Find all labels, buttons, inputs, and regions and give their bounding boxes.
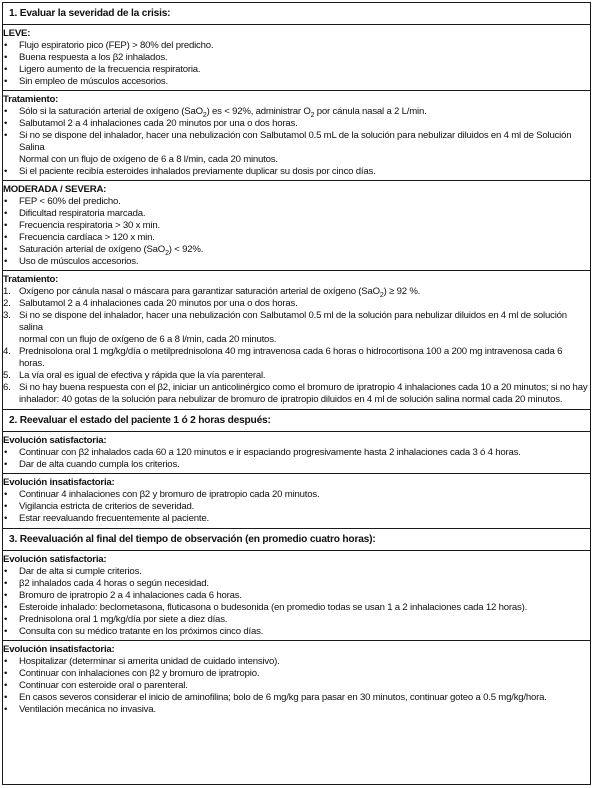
list-item: 6. Si no hay buena respuesta con el β2, iniciar un anticolinérgico como el bromuro de ipratropio 4 inhalaciones cada 10 a 20 minutos; si no hay inhalador: 40 gotas de la solución para nebulizar de bromuro de ipratropio diluidos en 4 ml de solución salina normal cada 20 minutos. <box>3 382 588 405</box>
s3-insatisfactoria-list <box>3 656 590 716</box>
list-item: • Continuar con esteroide oral o parenteral. <box>4 680 188 691</box>
list-item: • En casos severos considerar el inicio de aminofilina; bolo de 6 mg/kg para pasar en 30 minutos, continuar goteo a 0.5 mg/kg/hora. <box>4 692 547 703</box>
tratamiento-leve-block <box>3 90 590 178</box>
leve-list <box>3 40 590 88</box>
bullet-marker: • <box>4 692 8 703</box>
list-item: • Frecuencia cardíaca > 120 x min. <box>4 232 155 243</box>
list-item: • Saturación arterial de oxígeno (SaO$_2$) < 92%. <box>4 244 204 257</box>
bullet-marker: • <box>4 76 8 87</box>
bullet-marker: • <box>4 501 8 512</box>
bullet-marker: • <box>4 256 8 267</box>
s2-insatisfactoria-list <box>3 489 590 525</box>
list-item: • Frecuencia respiratoria > 30 x min. <box>4 220 160 231</box>
list-item: • Esteroide inhalado: beclometasona, fluticasona o budesonida (en promedio todas se usan 1 a 2 inhalaciones cada 12 horas). <box>4 602 528 613</box>
list-item: • Uso de músculos accesorios. <box>4 256 139 267</box>
moderada-block <box>3 180 590 268</box>
list-item: • Ventilación mecánica no invasiva. <box>4 704 156 715</box>
bullet-marker: • <box>4 578 8 589</box>
s3-insatisfactoria-title: Evolución insatisfactoria: <box>3 644 115 655</box>
list-item: 5. La vía oral es igual de efectiva y rápida que la vía parenteral. <box>3 370 266 381</box>
list-item: • Dar de alta si cumple criterios. <box>4 566 142 577</box>
list-item: • Flujo espiratorio pico (FEP) > 80% del predicho. <box>4 40 214 51</box>
section-1 <box>3 3 590 410</box>
number-marker: 6. <box>3 382 11 393</box>
s2-satisfactoria-title: Evolución satisfactoria: <box>3 435 107 446</box>
bullet-marker: • <box>4 566 8 577</box>
tratamiento-moderada-list <box>3 286 590 406</box>
number-marker: 5. <box>3 370 11 381</box>
list-item: • Continuar 4 inhalaciones con β2 y bromuro de ipratropio cada 20 minutos. <box>4 489 320 500</box>
bullet-marker: • <box>4 626 8 637</box>
s2-satisfactoria-block <box>3 431 590 471</box>
s2-satisfactoria-list <box>3 447 590 471</box>
list-item: • Bromuro de ipratropio 2 a 4 inhalaciones cada 6 horas. <box>4 590 242 601</box>
bullet-marker: • <box>4 130 8 141</box>
bullet-marker: • <box>4 52 8 63</box>
tratamiento-moderada-block <box>3 270 590 406</box>
number-marker: 3. <box>3 310 11 321</box>
tratamiento-leve-list <box>3 106 590 178</box>
list-item: 1. Oxígeno por cánula nasal o máscara para garantizar saturación arterial de oxígeno (SaO$_2$) ≥ 92 %. <box>3 286 421 299</box>
section-3 <box>3 529 590 719</box>
list-item: • Prednisolona oral 1 mg/kg/día por siete a diez días. <box>4 614 228 625</box>
bullet-marker: • <box>4 166 8 177</box>
list-item: • Dificultad respiratoria marcada. <box>4 208 146 219</box>
tratamiento-moderada-title: Tratamiento: <box>3 274 59 285</box>
protocol-document <box>2 2 591 785</box>
section-2 <box>3 410 590 529</box>
bullet-marker: • <box>4 196 8 207</box>
s3-satisfactoria-title: Evolución satisfactoria: <box>3 554 107 565</box>
bullet-marker: • <box>4 208 8 219</box>
list-item: • β2 inhalados cada 4 horas o según necesidad. <box>4 578 209 589</box>
section-2-heading: 2. Reevaluar el estado del paciente 1 ó 2 horas después: <box>9 415 271 426</box>
bullet-marker: • <box>4 118 8 129</box>
list-item: • Ligero aumento de la frecuencia respiratoria. <box>4 64 201 75</box>
list-item: • Dar de alta cuando cumpla los criterios. <box>4 459 180 470</box>
bullet-marker: • <box>4 459 8 470</box>
list-item: • Si no se dispone del inhalador, hacer una nebulización con Salbutamol 0.5 mL de la solución para nebulizar diluidos en 4 ml de Solución Salina Normal con un flujo de oxígeno de 6 a 8 l/min, cada 20 minutos. <box>4 130 572 165</box>
tratamiento-leve-title: Tratamiento: <box>3 94 59 105</box>
list-item: 2. Salbutamol 2 a 4 inhalaciones cada 20 minutos por una o dos horas. <box>3 298 298 309</box>
bullet-marker: • <box>4 447 8 458</box>
list-item: 3. Si no se dispone del inhalador, hacer una nebulización con Salbutamol 0.5 ml de la solución para nebulizar diluidos en 4 ml de solución salina normal con un flujo de oxígeno de 6 a 8 l/min, cada 20 minutos. <box>3 310 567 345</box>
bullet-marker: • <box>4 40 8 51</box>
bullet-marker: • <box>4 244 8 255</box>
bullet-marker: • <box>4 656 8 667</box>
moderada-title: MODERADA / SEVERA: <box>3 184 107 195</box>
bullet-marker: • <box>4 64 8 75</box>
list-item: • Continuar con inhalaciones con β2 y bromuro de ipratropio. <box>4 668 260 679</box>
list-item: • Sin empleo de músculos accesorios. <box>4 76 168 87</box>
s3-satisfactoria-list <box>3 566 590 638</box>
list-item: • Sólo si la saturación arterial de oxígeno (SaO$_2$) es < 92%, administrar $O_2$ por cánula nasal a 2 L/min. <box>4 106 427 119</box>
bullet-marker: • <box>4 614 8 625</box>
list-item: • Buena respuesta a los β2 inhalados. <box>4 52 168 63</box>
bullet-marker: • <box>4 704 8 715</box>
section-3-heading: 3. Reevaluación al final del tiempo de observación (en promedio cuatro horas): <box>9 534 376 545</box>
bullet-marker: • <box>4 106 8 117</box>
section-1-heading: 1. Evaluar la severidad de la crisis: <box>9 8 171 19</box>
bullet-marker: • <box>4 489 8 500</box>
s3-satisfactoria-block <box>3 550 590 638</box>
s3-insatisfactoria-block <box>3 640 590 716</box>
list-item: • Estar reevaluando frecuentemente al paciente. <box>4 513 209 524</box>
bullet-marker: • <box>4 232 8 243</box>
list-item: • Vigilancia estricta de criterios de severidad. <box>4 501 195 512</box>
leve-title: LEVE: <box>3 28 31 39</box>
number-marker: 4. <box>3 346 11 357</box>
s2-insatisfactoria-block <box>3 473 590 525</box>
bullet-marker: • <box>4 513 8 524</box>
s2-insatisfactoria-title: Evolución insatisfactoria: <box>3 477 115 488</box>
bullet-marker: • <box>4 680 8 691</box>
list-item: 4. Prednisolona oral 1 mg/kg/día o metilprednisolona 40 mg intravenosa cada 6 horas o hidrocortisona 100 a 200 mg intravenosa cada 6 horas. <box>3 346 563 369</box>
bullet-marker: • <box>4 602 8 613</box>
number-marker: 2. <box>3 298 11 309</box>
leve-block <box>3 24 590 88</box>
list-item: • FEP < 60% del predicho. <box>4 196 121 207</box>
list-item: • Consulta con su médico tratante en los próximos cinco días. <box>4 626 264 637</box>
list-item: • Hospitalizar (determinar si amerita unidad de cuidado intensivo). <box>4 656 280 667</box>
number-marker: 1. <box>3 286 11 297</box>
bullet-marker: • <box>4 220 8 231</box>
bullet-marker: • <box>4 668 8 679</box>
list-item: • Continuar con β2 inhalados cada 60 a 120 minutos e ir espaciando progresivamente hasta 2 inhalaciones cada 3 ó 4 horas. <box>4 447 521 458</box>
bullet-marker: • <box>4 590 8 601</box>
list-item: • Salbutamol 2 a 4 inhalaciones cada 20 minutos por una o dos horas. <box>4 118 298 129</box>
list-item: • Si el paciente recibía esteroides inhalados previamente duplicar su dosis por cinco días. <box>4 166 376 177</box>
moderada-list <box>3 196 590 268</box>
